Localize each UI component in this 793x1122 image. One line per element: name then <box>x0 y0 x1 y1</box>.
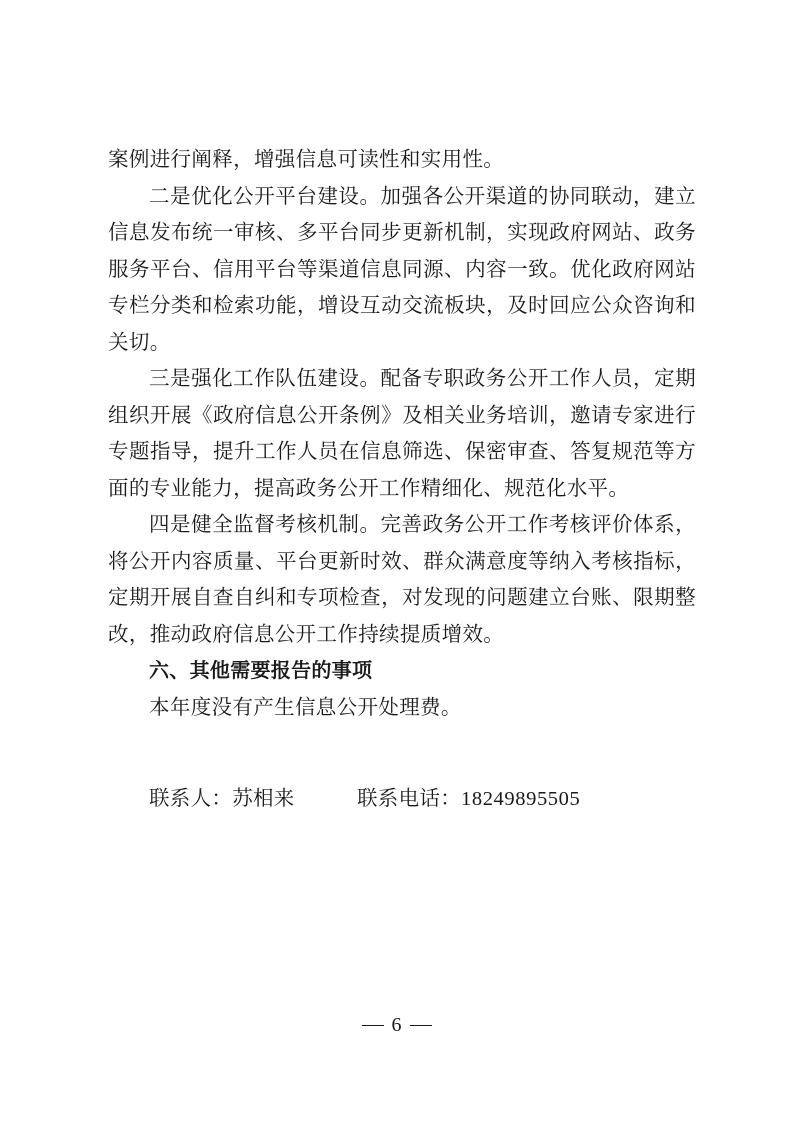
paragraph-continuation: 案例进行阐释，增强信息可读性和实用性。 <box>108 147 505 171</box>
paragraph-platform-construction: 二是优化公开平台建设。加强各公开渠道的协同联动，建立信息发布统一审核、多平台同步更新机制，实现政府网站、政务服务平台、信用平台等渠道信息同源、内容一致。优化政府网站专栏分类和检索功能，增设互动交流板块，及时回应公众咨询和关切。 <box>108 183 696 354</box>
paragraph-supervision-mechanism: 四是健全监督考核机制。完善政务公开工作考核评价体系，将公开内容质量、平台更新时效、群众满意度等纳入考核指标，定期开展自查自纠和专项检查，对发现的问题建立台账、限期整改，推动政府信息公开工作持续提质增效。 <box>108 512 696 646</box>
page-number: 6 <box>391 1014 402 1036</box>
footer-right-dash <box>410 1025 432 1026</box>
contact-person <box>149 783 295 813</box>
contact-phone <box>357 783 580 814</box>
contact-phone-number: 18249895505 <box>461 788 581 810</box>
contact-person-name: 苏相来 <box>232 786 295 810</box>
section-paragraph: 本年度没有产生信息公开处理费。 <box>149 694 462 719</box>
contact-phone-label: 联系电话： <box>357 786 461 810</box>
paragraph-team-construction: 三是强化工作队伍建设。配备专职政务公开工作人员，定期组织开展《政府信息公开条例》及相关业务培训，邀请专家进行专题指导，提升工作人员在信息筛选、保密审查、答复规范等方面的专业能力，提高政务公开工作精细化、规范化水平。 <box>108 366 696 500</box>
document-body <box>108 141 696 725</box>
contact-person-label: 联系人： <box>149 786 233 810</box>
footer-left-dash <box>362 1025 384 1026</box>
section-heading: 六、其他需要报告的事项 <box>149 658 373 682</box>
page-footer <box>0 1012 793 1038</box>
